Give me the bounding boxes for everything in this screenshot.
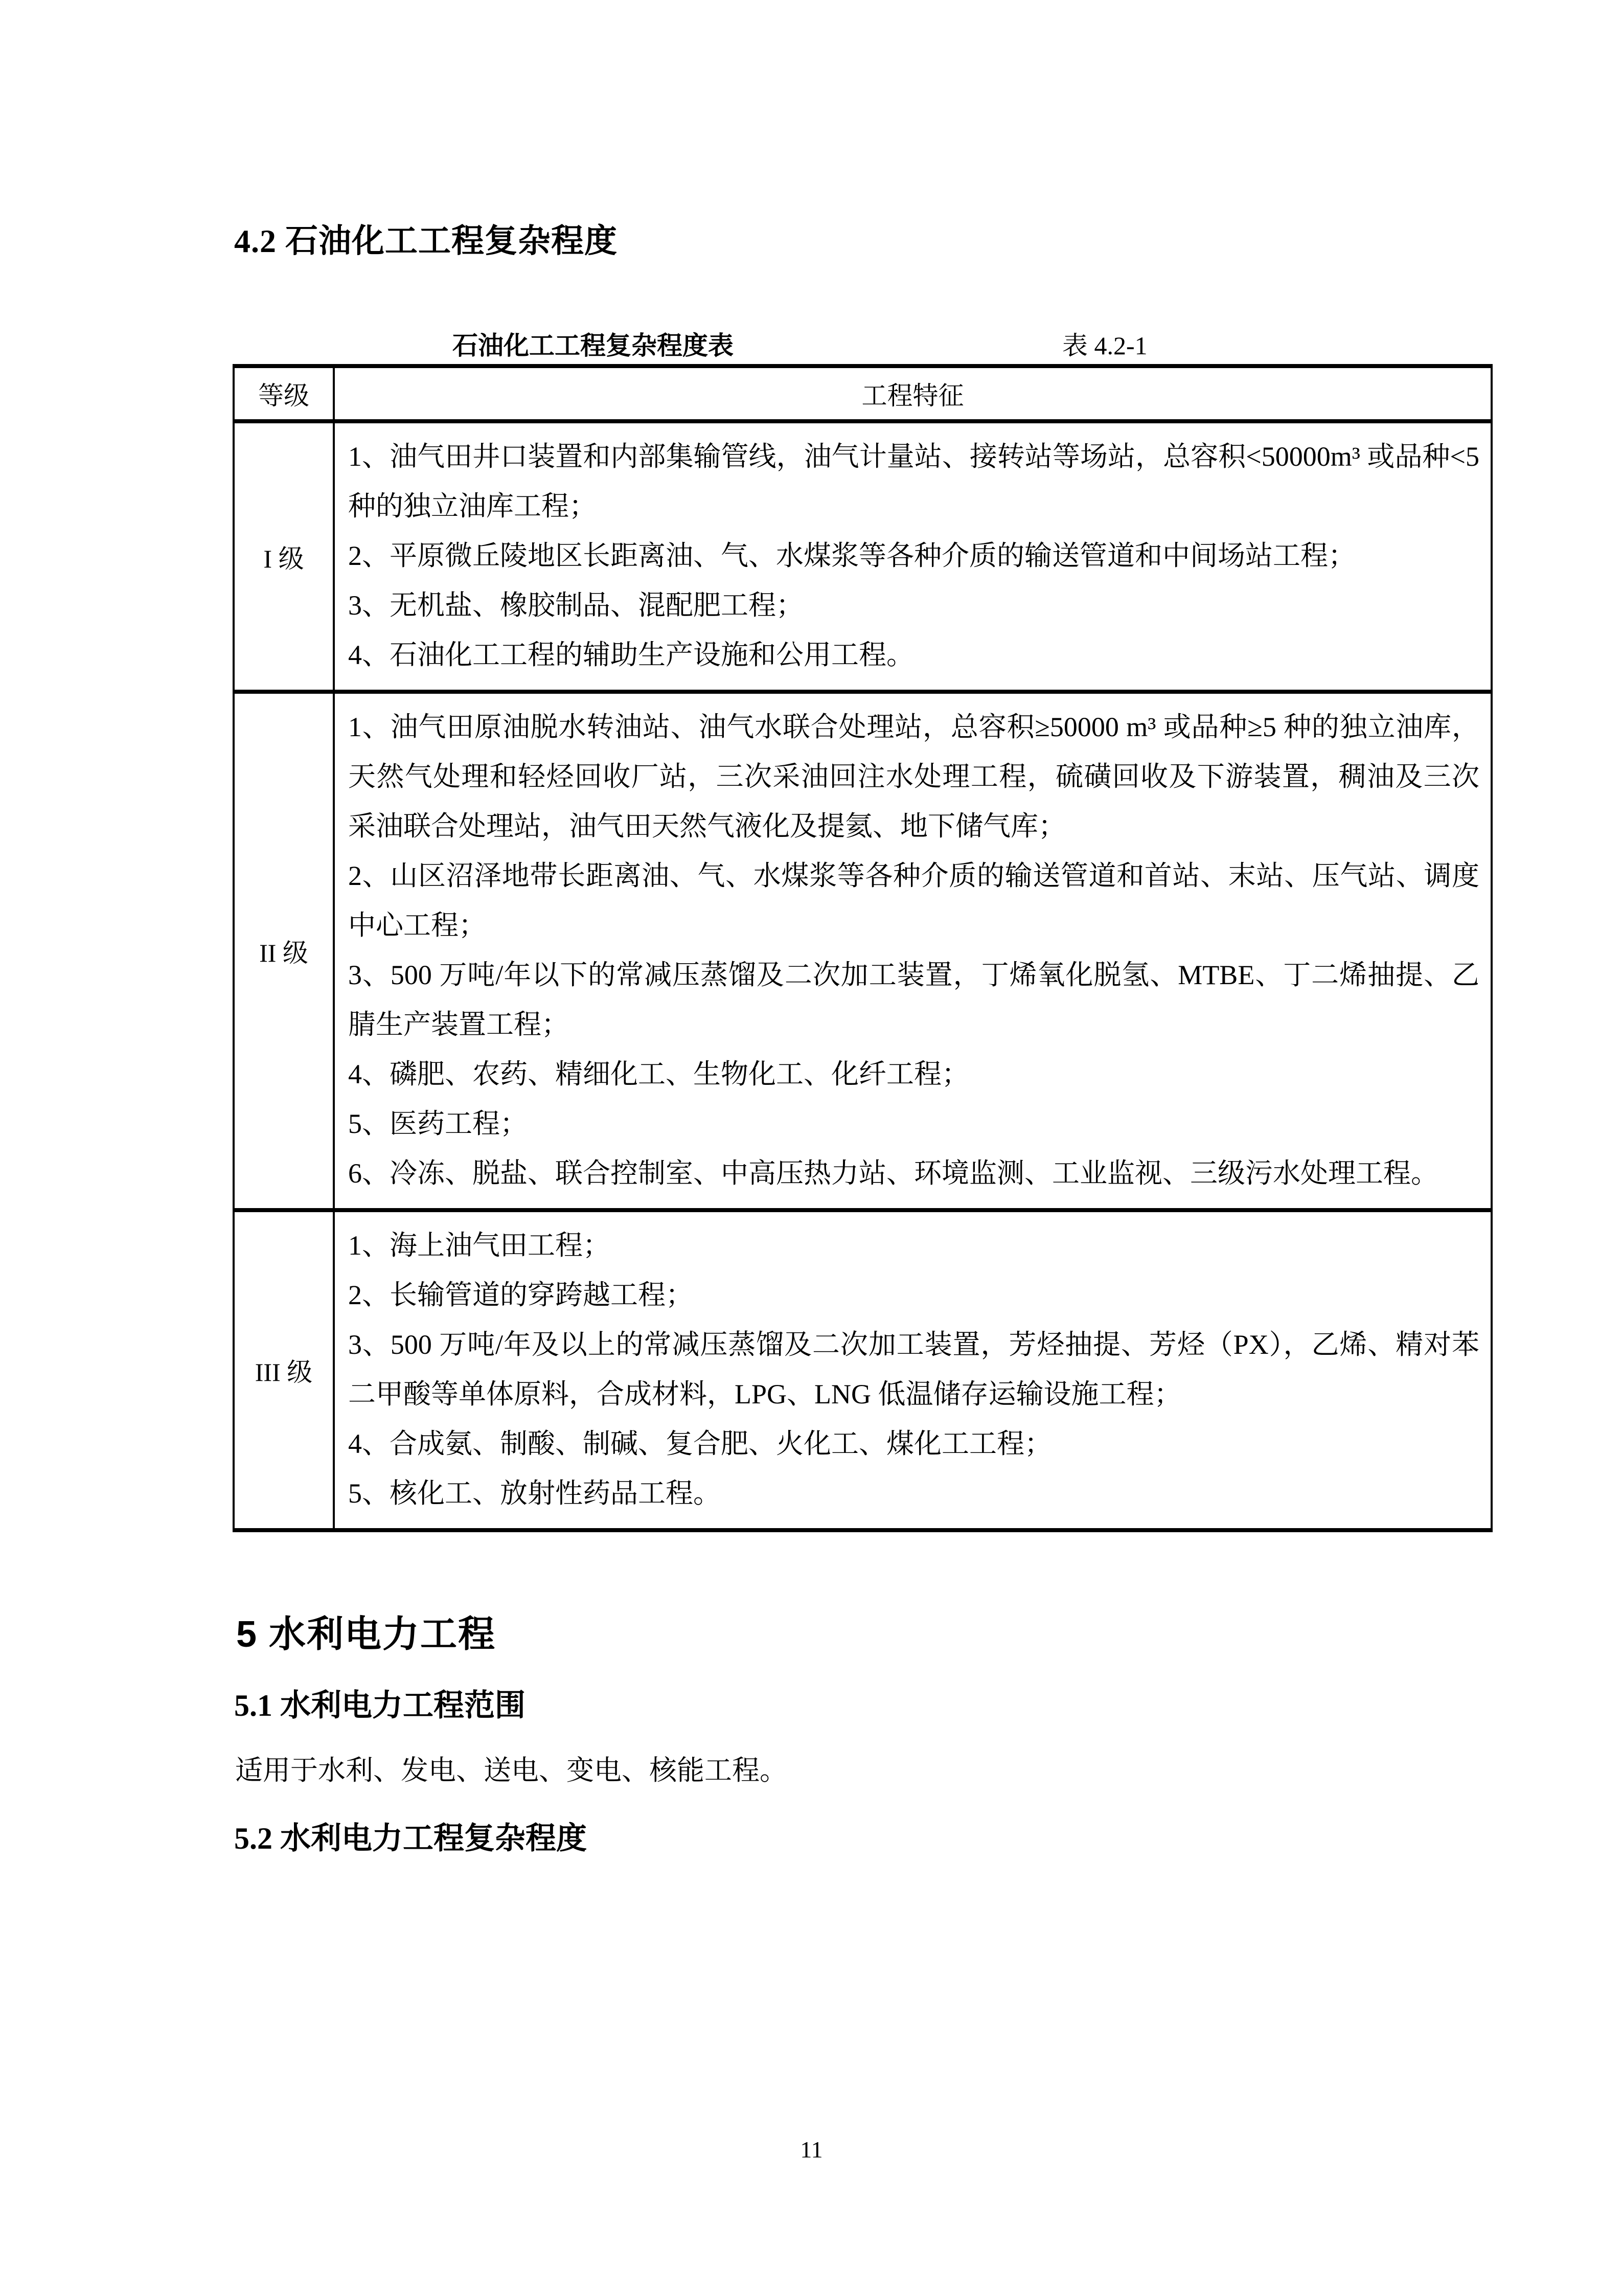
page-number: 11 [800,2136,823,2163]
feature-item: 6、冷冻、脱盐、联合控制室、中高压热力站、环境监测、工业监视、三级污水处理工程。 [348,1158,1438,1189]
feature-item: 3、500 万吨/年及以上的常减压蒸馏及二次加工装置，芳烃抽提、芳烃（PX），乙烯、精对苯二甲酸等单体原料，合成材料，LPG、LNG 低温储存运输设施工程； [348,1329,1479,1410]
feature-item: 2、长输管道的穿跨越工程； [348,1280,693,1310]
feature-item: 1、油气田井口装置和内部集输管线，油气计量站、接转站等场站，总容积<50000m³ 或品种<5 种的独立油库工程； [348,441,1479,521]
feature-item: 5、核化工、放射性药品工程。 [348,1478,721,1509]
table-body [235,423,1491,1528]
table-row [235,694,1491,1212]
scope-paragraph: 适用于水利、发电、送电、变电、核能工程。 [235,1755,787,1786]
section-heading-5-1: 5.1 水利电力工程范围 [234,1689,525,1722]
feature-item: 3、无机盐、橡胶制品、混配肥工程； [348,590,804,621]
feature-cell [335,694,1491,1208]
table-number-label: 表 4.2-1 [1062,331,1148,360]
feature-item: 1、海上油气田工程； [348,1230,610,1261]
feature-item: 2、山区沼泽地带长距离油、气、水煤浆等各种介质的输送管道和首站、末站、压气站、调度中心工程； [348,860,1479,941]
section-heading-5: 5 水利电力工程 [236,1614,496,1655]
feature-column-header: 工程特征 [861,381,964,410]
feature-item: 5、医药工程； [348,1108,528,1139]
table-header-row [235,368,1491,423]
level-cell: III 级 [235,1212,335,1528]
table-row [235,423,1491,694]
complexity-table [233,364,1493,1532]
level-cell: II 级 [235,694,335,1208]
feature-item: 4、磷肥、农药、精细化工、生物化工、化纤工程； [348,1059,969,1089]
feature-item: 4、合成氨、制酸、制碱、复合肥、火化工、煤化工工程； [348,1428,1052,1459]
feature-item: 1、油气田原油脱水转油站、油气水联合处理站，总容积≥50000 m³ 或品种≥5 种的独立油库，天然气处理和轻烃回收厂站，三次采油回注水处理工程，硫磺回收及下游装置，稠油及三次采油联合处理站，油气田天然气液化及提氦、地下储气库； [348,712,1479,842]
feature-cell [335,1212,1491,1528]
table-row [235,1212,1491,1528]
level-column-header: 等级 [235,368,335,419]
section-heading-4-2: 4.2 石油化工工程复杂程度 [234,223,618,259]
level-cell: I 级 [235,423,335,690]
section-heading-5-2: 5.2 水利电力工程复杂程度 [234,1822,587,1855]
feature-item: 4、石油化工工程的辅助生产设施和公用工程。 [348,640,914,670]
feature-item: 3、500 万吨/年以下的常减压蒸馏及二次加工装置，丁烯氧化脱氢、MTBE、丁二烯抽提、乙腈生产装置工程； [348,960,1479,1040]
table-caption-row [0,325,1623,361]
table-caption: 石油化工工程复杂程度表 [452,331,734,360]
feature-item: 2、平原微丘陵地区长距离油、气、水煤浆等各种介质的输送管道和中间场站工程； [348,540,1356,571]
feature-cell [335,423,1491,690]
